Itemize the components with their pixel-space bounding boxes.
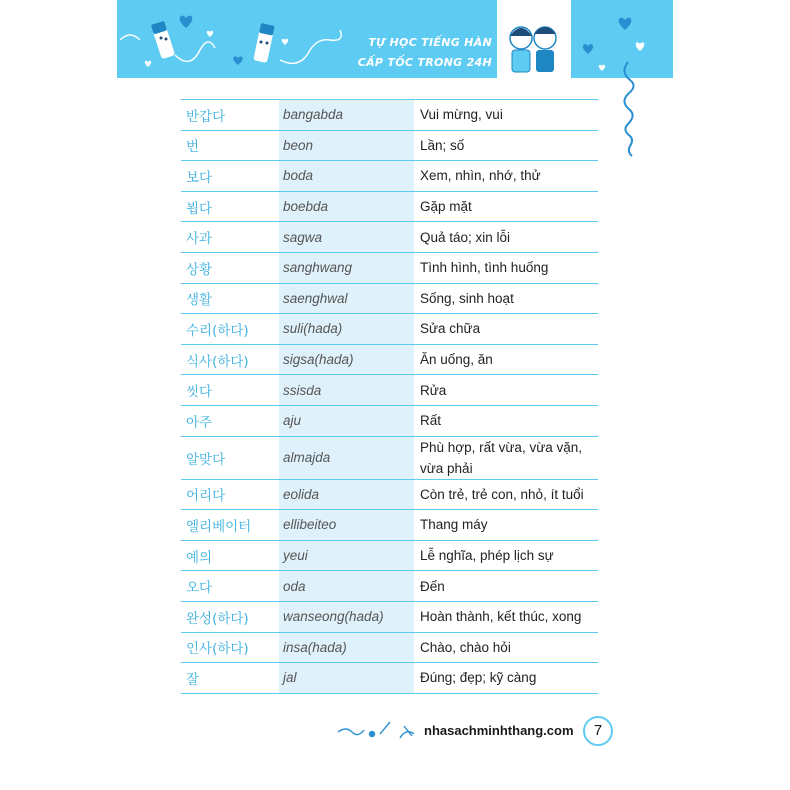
vietnamese-meaning: Rửa bbox=[414, 375, 598, 406]
vietnamese-meaning: Lần; số bbox=[414, 130, 598, 161]
table-row bbox=[181, 479, 598, 510]
vietnamese-meaning: Tình hình, tình huống bbox=[414, 252, 598, 283]
romanization: sanghwang bbox=[279, 252, 414, 283]
book-title-line2: CẤP TỐC TRONG 24H bbox=[357, 56, 492, 69]
korean-word: 뵙다 bbox=[181, 191, 279, 222]
romanization: oda bbox=[279, 571, 414, 602]
table-row bbox=[181, 601, 598, 632]
table-row bbox=[181, 130, 598, 161]
vietnamese-meaning: Sống, sinh hoạt bbox=[414, 283, 598, 314]
romanization: suli(hada) bbox=[279, 314, 414, 345]
romanization: aju bbox=[279, 405, 414, 436]
table-row bbox=[181, 161, 598, 192]
korean-word: 완성(하다) bbox=[181, 601, 279, 632]
korean-word: 반갑다 bbox=[181, 100, 279, 131]
korean-word: 엘리베이터 bbox=[181, 510, 279, 541]
table-row bbox=[181, 632, 598, 663]
romanization: sagwa bbox=[279, 222, 414, 253]
header-banner-gap bbox=[497, 0, 571, 78]
romanization: wanseong(hada) bbox=[279, 601, 414, 632]
vietnamese-meaning: Sửa chữa bbox=[414, 314, 598, 345]
vietnamese-meaning: Ăn uống, ăn bbox=[414, 344, 598, 375]
vietnamese-meaning: Thang máy bbox=[414, 510, 598, 541]
romanization: boebda bbox=[279, 191, 414, 222]
romanization: sigsa(hada) bbox=[279, 344, 414, 375]
footer-doodle-icon bbox=[338, 722, 414, 738]
korean-word: 번 bbox=[181, 130, 279, 161]
korean-word: 식사(하다) bbox=[181, 344, 279, 375]
table-row bbox=[181, 375, 598, 406]
table-row bbox=[181, 283, 598, 314]
korean-word: 보다 bbox=[181, 161, 279, 192]
vietnamese-meaning: Còn trẻ, trẻ con, nhỏ, ít tuổi bbox=[414, 479, 598, 510]
vietnamese-meaning: Xem, nhìn, nhớ, thử bbox=[414, 161, 598, 192]
romanization: jal bbox=[279, 663, 414, 694]
table-row bbox=[181, 510, 598, 541]
table-row bbox=[181, 252, 598, 283]
korean-word: 사과 bbox=[181, 222, 279, 253]
romanization: eolida bbox=[279, 479, 414, 510]
korean-word: 씻다 bbox=[181, 375, 279, 406]
romanization: boda bbox=[279, 161, 414, 192]
romanization: yeui bbox=[279, 540, 414, 571]
table-row bbox=[181, 191, 598, 222]
page-number: 7 bbox=[583, 716, 613, 746]
vietnamese-meaning: Vui mừng, vui bbox=[414, 100, 598, 131]
vietnamese-meaning: Hoàn thành, kết thúc, xong bbox=[414, 601, 598, 632]
vietnamese-meaning: Đến bbox=[414, 571, 598, 602]
korean-word: 오다 bbox=[181, 571, 279, 602]
vietnamese-meaning: Gặp mặt bbox=[414, 191, 598, 222]
vietnamese-meaning: Đúng; đẹp; kỹ càng bbox=[414, 663, 598, 694]
korean-word: 아주 bbox=[181, 405, 279, 436]
vietnamese-meaning: Rất bbox=[414, 405, 598, 436]
romanization: insa(hada) bbox=[279, 632, 414, 663]
romanization: almajda bbox=[279, 436, 414, 479]
romanization: beon bbox=[279, 130, 414, 161]
korean-word: 예의 bbox=[181, 540, 279, 571]
table-row bbox=[181, 100, 598, 131]
romanization: ssisda bbox=[279, 375, 414, 406]
vocabulary-table bbox=[181, 99, 598, 694]
korean-word: 잘 bbox=[181, 663, 279, 694]
korean-word: 생활 bbox=[181, 283, 279, 314]
korean-word: 상황 bbox=[181, 252, 279, 283]
romanization: saenghwal bbox=[279, 283, 414, 314]
korean-word: 인사(하다) bbox=[181, 632, 279, 663]
vietnamese-meaning: Chào, chào hỏi bbox=[414, 632, 598, 663]
korean-word: 어리다 bbox=[181, 479, 279, 510]
vietnamese-meaning: Quả táo; xin lỗi bbox=[414, 222, 598, 253]
table-row bbox=[181, 540, 598, 571]
table-row bbox=[181, 222, 598, 253]
romanization: ellibeiteo bbox=[279, 510, 414, 541]
table-row bbox=[181, 314, 598, 345]
table-row bbox=[181, 344, 598, 375]
table-row bbox=[181, 405, 598, 436]
table-row bbox=[181, 436, 598, 479]
vietnamese-meaning: Phù hợp, rất vừa, vừa vặn, vừa phải bbox=[414, 436, 598, 479]
publisher-website: nhasachminhthang.com bbox=[424, 723, 574, 738]
korean-word: 수리(하다) bbox=[181, 314, 279, 345]
table-row bbox=[181, 571, 598, 602]
table-row bbox=[181, 663, 598, 694]
romanization: bangabda bbox=[279, 100, 414, 131]
book-title-line1: TỰ HỌC TIẾNG HÀN bbox=[368, 36, 492, 49]
book-title bbox=[352, 33, 492, 73]
korean-word: 알맞다 bbox=[181, 436, 279, 479]
vietnamese-meaning: Lễ nghĩa, phép lịch sự bbox=[414, 540, 598, 571]
